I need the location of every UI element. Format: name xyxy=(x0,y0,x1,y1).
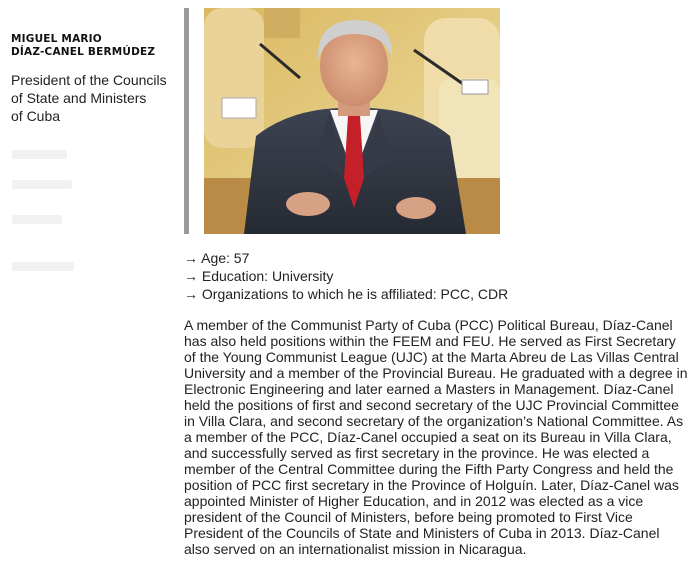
person-name-line-2: DÍAZ-CANEL BERMÚDEZ xyxy=(11,46,156,58)
biography-line: held the positions of first and second secretary of the UJC Provincial Committee xyxy=(184,397,679,413)
biography-line: in Villa Clara, and second secretary of the organization’s National Committee. As xyxy=(184,413,684,429)
fact-organizations: → Organizations to which he is affiliated: PCC, CDR xyxy=(184,286,509,302)
biography-line: Electronic Engineering and later earned a Masters in Management. Díaz-Canel xyxy=(184,381,674,397)
biography-line: member of the Central Committee during the Fifth Party Congress and held the xyxy=(184,461,674,477)
fact-age: → Age: 57 xyxy=(184,250,250,266)
fact-education: → Education: University xyxy=(184,268,334,284)
ghost-artifact xyxy=(12,150,67,159)
person-name-line-1: MIGUEL MARIO xyxy=(11,33,102,45)
ghost-artifact xyxy=(12,262,74,271)
profile-header xyxy=(11,33,176,125)
ghost-artifact xyxy=(12,180,72,189)
person-role xyxy=(11,71,176,125)
biography-line: A member of the Communist Party of Cuba (PCC) Political Bureau, Díaz-Canel xyxy=(184,317,673,333)
portrait-photo xyxy=(204,8,500,234)
biography-line: position of PCC first secretary in the Province of Holguín. Later, Díaz-Canel was xyxy=(184,477,679,493)
role-line: President of the Councils xyxy=(11,72,167,88)
role-line: of State and Ministers xyxy=(11,90,147,106)
biography-line: of the Young Communist League (UJC) at the Marta Abreu de Las Villas Central xyxy=(184,349,679,365)
biography-line: and successfully served as first secretary in the province. He was elected a xyxy=(184,445,650,461)
biography-line: president of the Council of Ministers, before being promoted to First Vice xyxy=(184,509,633,525)
biography-line: appointed Minister of Higher Education, and in 2012 was elected as a vice xyxy=(184,493,644,509)
role-line: of Cuba xyxy=(11,108,61,124)
biography-line: has also held positions within the FEEM and FEU. He served as First Secretary xyxy=(184,333,676,349)
ghost-artifact xyxy=(12,215,62,224)
facts-list xyxy=(184,249,508,303)
biography-line: President of the Councils of State and Ministers of Cuba in 2013. Díaz-Canel xyxy=(184,525,660,541)
biography-line: a member of the PCC, Díaz-Canel occupied a seat on its Bureau in Villa Clara, xyxy=(184,429,672,445)
biography-line: University and a member of the Provincial Bureau. He graduated with a degree in xyxy=(184,365,688,381)
biography-line: also served on an internationalist mission in Nicaragua. xyxy=(184,541,527,557)
biography xyxy=(184,317,694,557)
photo-accent-bar xyxy=(184,8,189,234)
